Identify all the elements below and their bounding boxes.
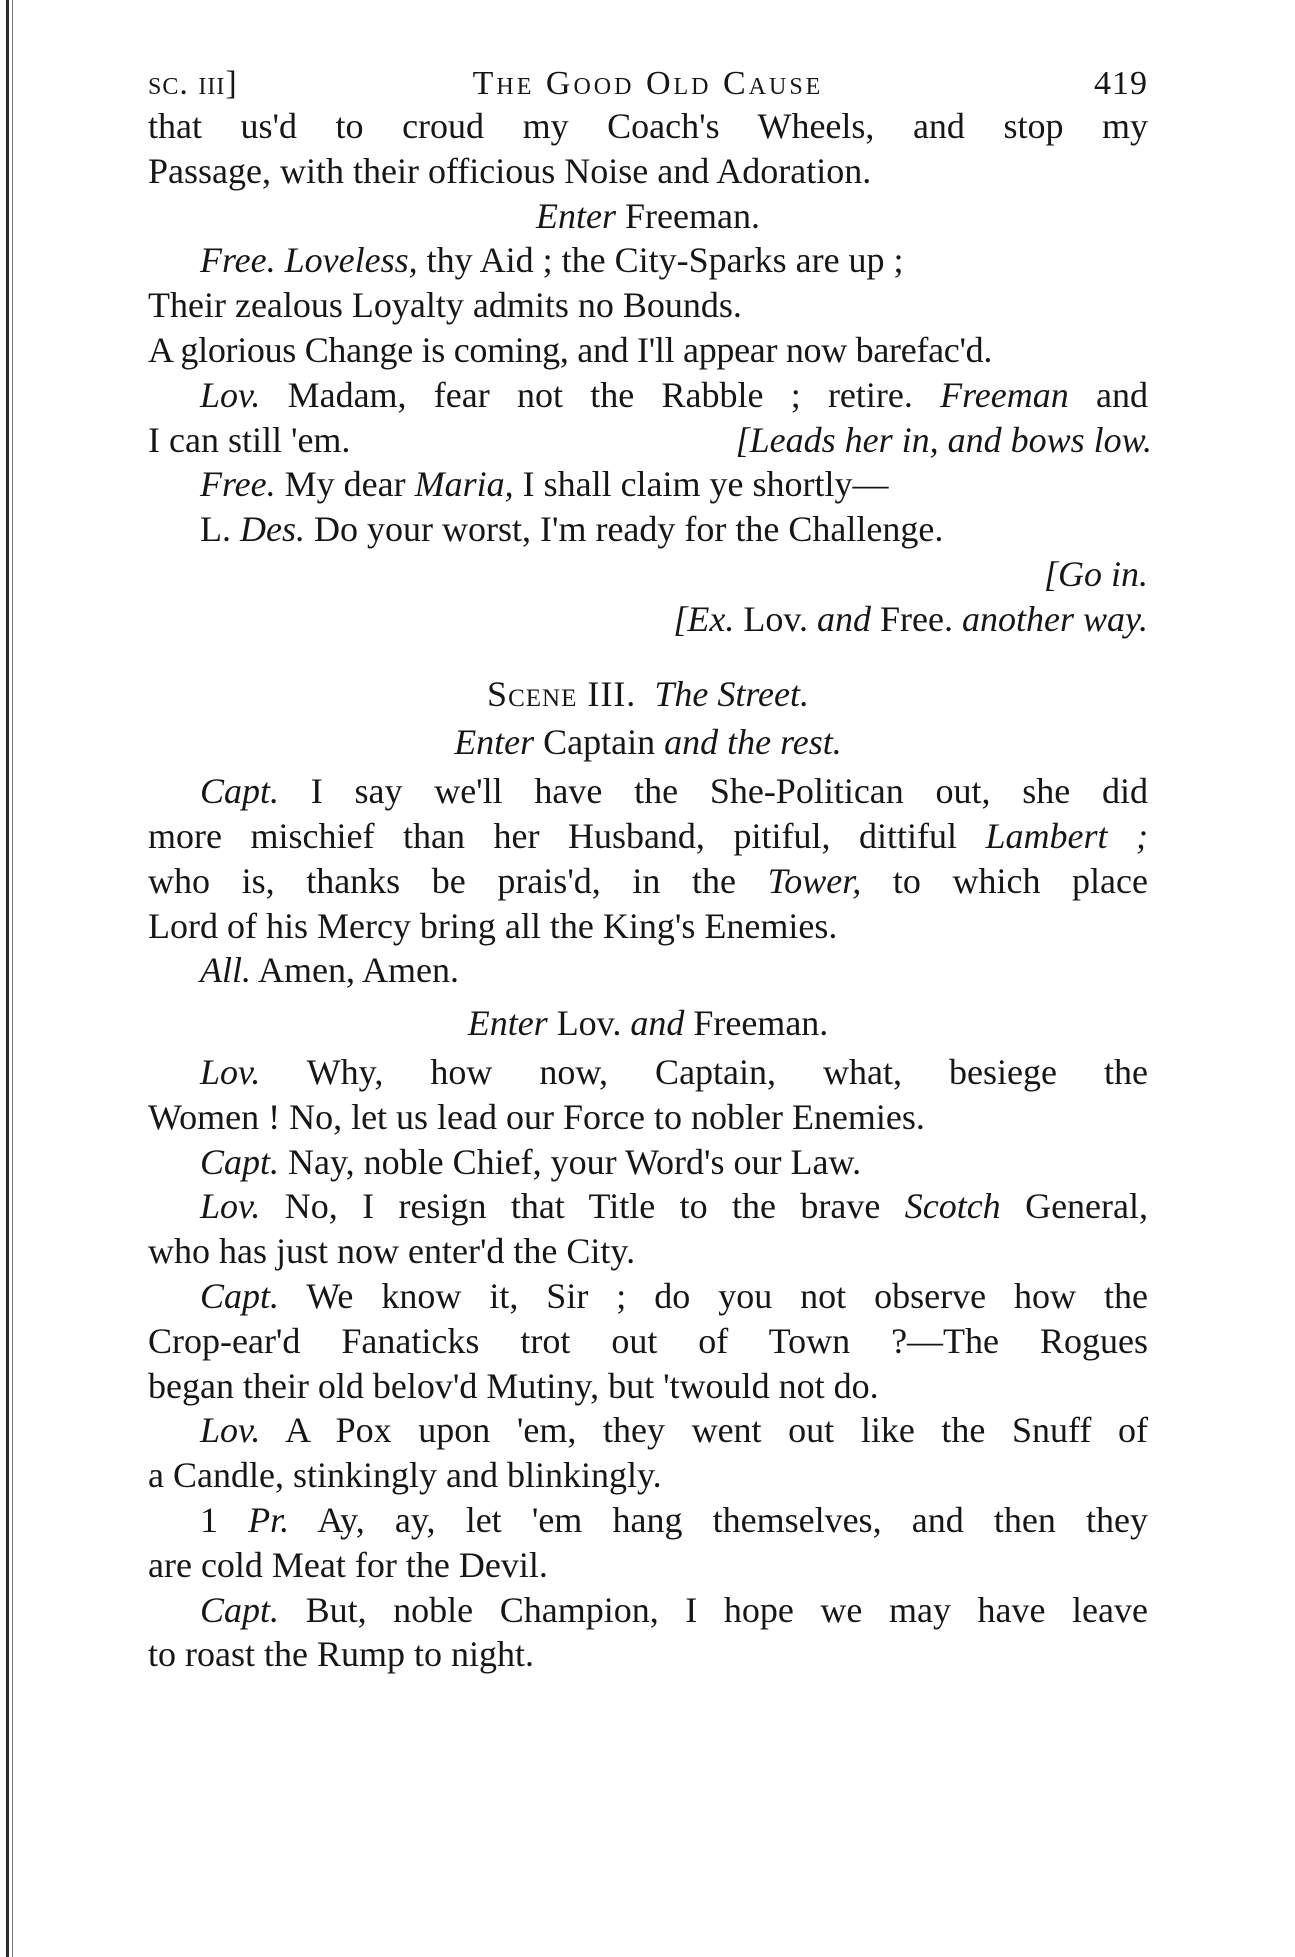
character-name: Freeman [940,374,1069,415]
prose-line: that us'd to croud my Coach's Wheels, and stop my [148,106,1148,146]
speech-text: thy Aid ; the City-Sparks are up ; [417,240,904,281]
character-name: Lambert ; [985,815,1148,856]
speech-text: I can still 'em. [148,419,351,460]
speaker: Capt. [200,1589,280,1630]
page-number: 419 [1094,65,1148,102]
scene-heading [148,672,1148,717]
speech-text: I say we'll have the She-Politican out, she did [279,771,1148,812]
speech-line-with-direction [148,418,1152,463]
place-name: Tower, [767,860,862,901]
speech-text: We know it, Sir ; do you not observe how the [279,1275,1148,1316]
section-gap [148,642,1148,672]
prose-line: began their old belov'd Mutiny, but 'twould not do. [148,1365,879,1406]
running-header [148,52,1148,104]
speaker: Lov. [200,1051,261,1092]
speaker: Pr. [248,1499,290,1540]
prose-line: to roast the Rump to night. [148,1634,534,1675]
speech-text: A Pox upon 'em, they went out like the Snuff of [260,1410,1148,1451]
prose-line: Lord of his Mercy bring all the King's Enemies. [148,905,838,946]
speaker: Capt. [200,1141,280,1182]
speech-text: No, I resign that Title to the brave [260,1186,905,1227]
speaker: L. [200,509,240,550]
scene-label: Scene III. [487,673,637,714]
stage-direction [148,1001,1148,1046]
speech-text: Do your worst, I'm ready for the Challenge. [305,509,944,550]
speaker: Free. [200,464,276,505]
speech-text: General, [1000,1186,1148,1227]
speech [148,1140,1148,1185]
book-page [148,52,1152,1677]
speaker: Free. [200,240,276,281]
character-name: Freeman. [625,195,760,236]
speech [148,238,1148,283]
speech-text: Madam, fear not the Rabble ; retire. [260,374,941,415]
speaker: Lov. [200,374,261,415]
speech-text: to which place [861,860,1148,901]
speech-text: more mischief than her Husband, pitiful, dittiful [148,815,986,856]
speech-text: But, noble Champion, I hope we may have leave [279,1589,1148,1630]
speech-text: and [1068,374,1148,415]
prose-line: are cold Meat for the Devil. [148,1544,548,1585]
speech-text: Amen, Amen. [251,950,459,991]
speech [148,1498,1148,1543]
nationality: Scotch [904,1186,1001,1227]
stage-verb: Enter [454,722,535,763]
character-name: Lov. [547,1003,631,1044]
speech-text: who is, thanks be prais'd, in the [148,860,768,901]
exit-direction [148,597,1148,642]
verse-line: A glorious Change is coming, and I'll appear now barefac'd. [148,329,993,370]
speech-text: Ay, ay, let 'em hang themselves, and then they [289,1499,1149,1540]
prose-line: Crop-ear'd Fanaticks trot out of Town ?—The Rogues [148,1320,1148,1361]
speech [148,1274,1148,1319]
stage-verb: Enter [467,1003,548,1044]
conjunction: and [630,1003,685,1044]
speech [148,1408,1148,1453]
prose-line: a Candle, stinkingly and blinkingly. [148,1455,662,1496]
prose-line [148,859,1148,904]
character-name: Captain [534,722,665,763]
stage-direction-text: and the rest. [664,722,842,763]
speaker: Lov. [200,1410,261,1451]
speech [148,1184,1148,1229]
character-name: Lov. [734,598,818,639]
speech-text: I shall claim ye shortly— [513,464,889,505]
speech-text: Why, how now, Captain, what, besiege the [260,1051,1148,1092]
page-binding-edge [6,0,9,1957]
prose-line: Women ! No, let us lead our Force to nobler Enemies. [148,1096,925,1137]
speech [148,1588,1148,1633]
speech [148,1050,1148,1095]
stage-direction: [Leads her in, and bows low. [735,419,1152,460]
character-name: Freeman. [684,1003,829,1044]
page-binding-shadow [12,0,13,1957]
addressee: Loveless, [284,240,418,281]
character-name: Free. [871,598,962,639]
speaker-number: 1 [200,1499,249,1540]
header-scene-ref: sc. iii] [148,65,238,102]
speech [148,373,1148,418]
speaker: Lov. [200,1186,261,1227]
stage-direction [148,552,1148,597]
speech [148,769,1148,814]
speaker: Des. [240,509,305,550]
header-title: The Good Old Cause [472,65,824,102]
speaker: Capt. [200,1275,280,1316]
speech-text: My dear [275,464,415,505]
prose-line: Passage, with their officious Noise and Adoration. [148,150,872,191]
prose-line [148,814,1148,859]
speech [148,507,1148,552]
conjunction: and [817,598,872,639]
stage-direction-text: [Go in. [1043,553,1148,594]
speech-text: Nay, noble Chief, your Word's our Law. [279,1141,862,1182]
stage-verb: [Ex. [673,598,735,639]
speaker: Capt. [200,771,280,812]
prose-line: who has just now enter'd the City. [148,1231,636,1272]
stage-direction [148,720,1148,765]
speech [148,948,1148,993]
stage-direction-text: another way. [962,598,1148,639]
character-name: Maria, [414,464,514,505]
stage-direction [148,194,1148,239]
speech [148,462,1148,507]
verse-line: Their zealous Loyalty admits no Bounds. [148,285,742,326]
scene-place: The Street. [654,673,809,714]
speaker: All. [200,950,251,991]
stage-verb: Enter [536,195,617,236]
